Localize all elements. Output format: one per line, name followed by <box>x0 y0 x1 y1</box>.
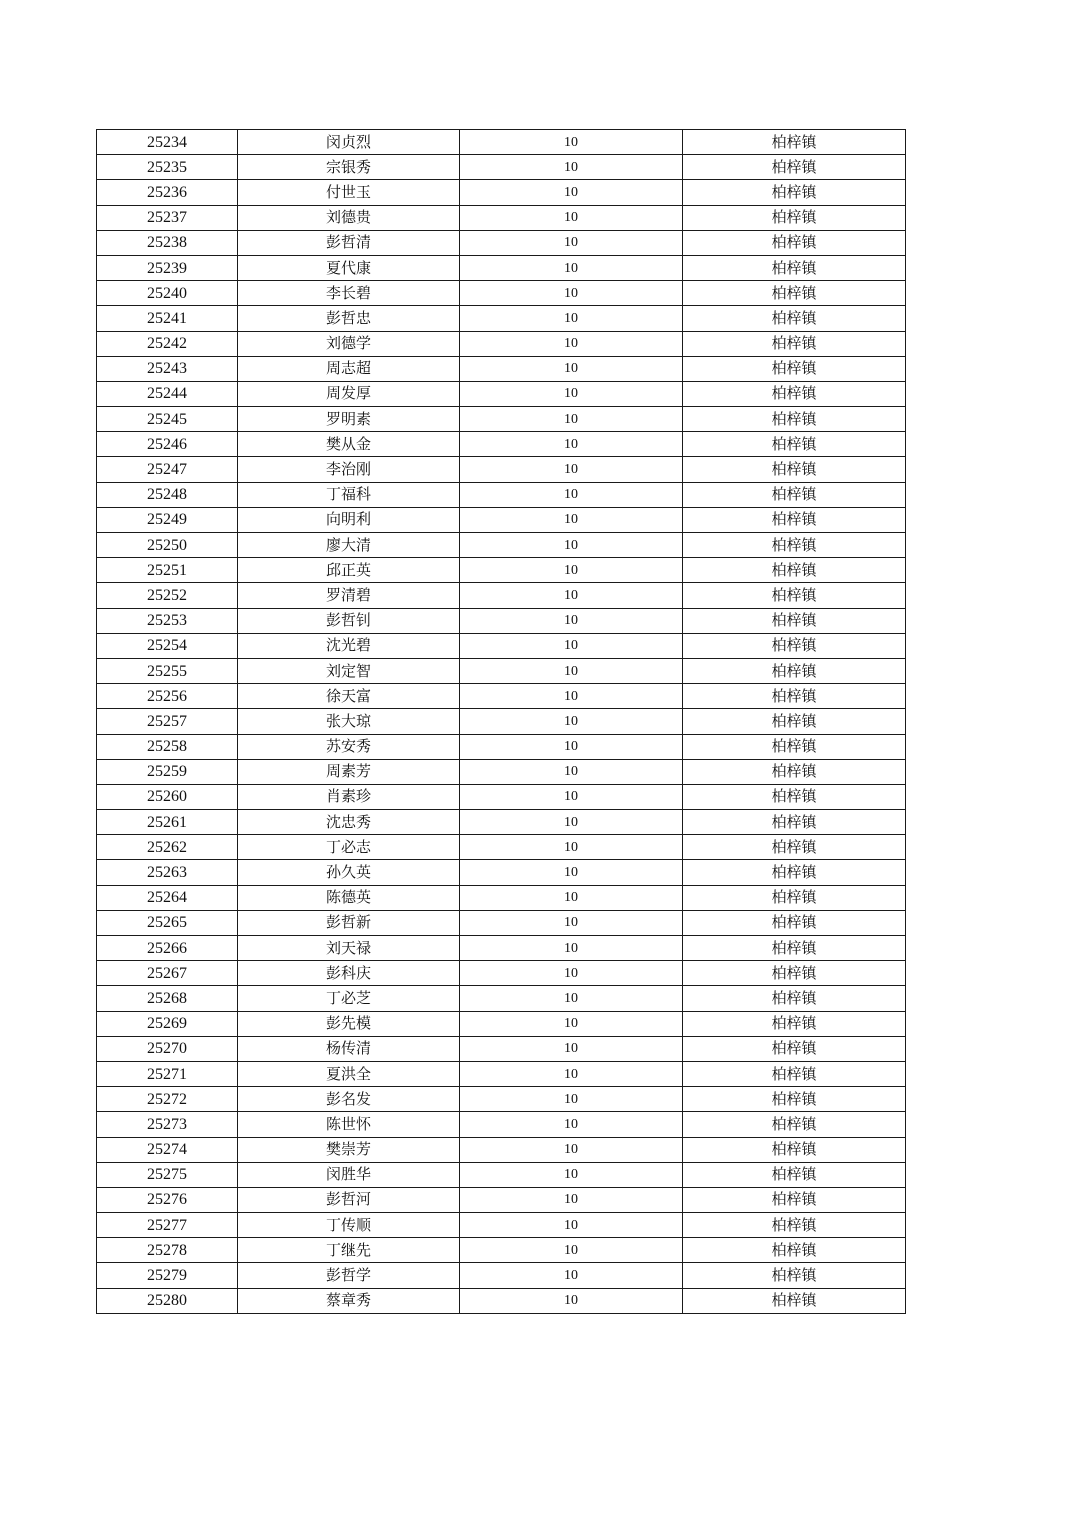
cell-id: 25266 <box>97 936 238 961</box>
cell-id: 25259 <box>97 759 238 784</box>
cell-score: 10 <box>460 910 683 935</box>
cell-score: 10 <box>460 734 683 759</box>
cell-town: 柏梓镇 <box>683 205 906 230</box>
table-row <box>97 709 906 734</box>
cell-name: 李治刚 <box>238 457 460 482</box>
table-row <box>97 633 906 658</box>
cell-name: 夏洪全 <box>238 1061 460 1086</box>
cell-town: 柏梓镇 <box>683 1137 906 1162</box>
cell-name: 樊崇芳 <box>238 1137 460 1162</box>
cell-score: 10 <box>460 281 683 306</box>
cell-id: 25276 <box>97 1187 238 1212</box>
cell-id: 25272 <box>97 1087 238 1112</box>
cell-name: 彭先模 <box>238 1011 460 1036</box>
cell-score: 10 <box>460 230 683 255</box>
cell-score: 10 <box>460 407 683 432</box>
cell-score: 10 <box>460 1011 683 1036</box>
cell-town: 柏梓镇 <box>683 1061 906 1086</box>
cell-town: 柏梓镇 <box>683 633 906 658</box>
cell-town: 柏梓镇 <box>683 1112 906 1137</box>
table-row <box>97 1213 906 1238</box>
cell-town: 柏梓镇 <box>683 331 906 356</box>
table-row <box>97 860 906 885</box>
cell-name: 丁福科 <box>238 482 460 507</box>
cell-name: 沈光碧 <box>238 633 460 658</box>
cell-name: 陈世怀 <box>238 1112 460 1137</box>
cell-id: 25254 <box>97 633 238 658</box>
table-row <box>97 684 906 709</box>
cell-id: 25258 <box>97 734 238 759</box>
cell-score: 10 <box>460 558 683 583</box>
cell-score: 10 <box>460 835 683 860</box>
cell-id: 25271 <box>97 1061 238 1086</box>
cell-town: 柏梓镇 <box>683 1238 906 1263</box>
cell-id: 25247 <box>97 457 238 482</box>
cell-score: 10 <box>460 759 683 784</box>
cell-score: 10 <box>460 255 683 280</box>
cell-score: 10 <box>460 533 683 558</box>
cell-score: 10 <box>460 1187 683 1212</box>
cell-score: 10 <box>460 1061 683 1086</box>
cell-town: 柏梓镇 <box>683 986 906 1011</box>
cell-town: 柏梓镇 <box>683 709 906 734</box>
cell-id: 25262 <box>97 835 238 860</box>
cell-name: 彭哲新 <box>238 910 460 935</box>
cell-id: 25251 <box>97 558 238 583</box>
cell-id: 25256 <box>97 684 238 709</box>
cell-name: 李长碧 <box>238 281 460 306</box>
cell-name: 彭哲河 <box>238 1187 460 1212</box>
table-row <box>97 583 906 608</box>
cell-id: 25248 <box>97 482 238 507</box>
cell-score: 10 <box>460 608 683 633</box>
cell-score: 10 <box>460 1087 683 1112</box>
cell-town: 柏梓镇 <box>683 507 906 532</box>
cell-score: 10 <box>460 684 683 709</box>
table-row <box>97 331 906 356</box>
cell-name: 孙久英 <box>238 860 460 885</box>
cell-score: 10 <box>460 1137 683 1162</box>
cell-id: 25260 <box>97 784 238 809</box>
cell-score: 10 <box>460 885 683 910</box>
cell-id: 25263 <box>97 860 238 885</box>
cell-score: 10 <box>460 1263 683 1288</box>
cell-score: 10 <box>460 180 683 205</box>
cell-town: 柏梓镇 <box>683 533 906 558</box>
cell-id: 25246 <box>97 432 238 457</box>
cell-score: 10 <box>460 1238 683 1263</box>
cell-town: 柏梓镇 <box>683 1087 906 1112</box>
cell-name: 刘德贵 <box>238 205 460 230</box>
table-row <box>97 784 906 809</box>
cell-score: 10 <box>460 356 683 381</box>
cell-score: 10 <box>460 1036 683 1061</box>
cell-id: 25252 <box>97 583 238 608</box>
table-row <box>97 1288 906 1313</box>
cell-town: 柏梓镇 <box>683 961 906 986</box>
cell-name: 陈德英 <box>238 885 460 910</box>
table-row <box>97 482 906 507</box>
cell-town: 柏梓镇 <box>683 1213 906 1238</box>
cell-name: 夏代康 <box>238 255 460 280</box>
table-row <box>97 1011 906 1036</box>
cell-score: 10 <box>460 1288 683 1313</box>
cell-town: 柏梓镇 <box>683 608 906 633</box>
table-row <box>97 356 906 381</box>
cell-score: 10 <box>460 1162 683 1187</box>
cell-id: 25269 <box>97 1011 238 1036</box>
cell-name: 彭哲忠 <box>238 306 460 331</box>
cell-name: 彭名发 <box>238 1087 460 1112</box>
data-table <box>96 129 906 1314</box>
cell-score: 10 <box>460 331 683 356</box>
cell-town: 柏梓镇 <box>683 1288 906 1313</box>
cell-town: 柏梓镇 <box>683 281 906 306</box>
cell-name: 闵贞烈 <box>238 130 460 155</box>
cell-id: 25270 <box>97 1036 238 1061</box>
cell-town: 柏梓镇 <box>683 860 906 885</box>
cell-town: 柏梓镇 <box>683 356 906 381</box>
cell-id: 25236 <box>97 180 238 205</box>
cell-name: 刘德学 <box>238 331 460 356</box>
table-row <box>97 1112 906 1137</box>
cell-name: 廖大清 <box>238 533 460 558</box>
cell-score: 10 <box>460 432 683 457</box>
cell-name: 蔡章秀 <box>238 1288 460 1313</box>
cell-id: 25265 <box>97 910 238 935</box>
cell-score: 10 <box>460 482 683 507</box>
cell-name: 肖素珍 <box>238 784 460 809</box>
cell-name: 向明利 <box>238 507 460 532</box>
cell-town: 柏梓镇 <box>683 482 906 507</box>
table-row <box>97 1087 906 1112</box>
table-row <box>97 306 906 331</box>
cell-town: 柏梓镇 <box>683 1011 906 1036</box>
table-row <box>97 734 906 759</box>
cell-id: 25253 <box>97 608 238 633</box>
cell-score: 10 <box>460 810 683 835</box>
cell-id: 25242 <box>97 331 238 356</box>
cell-id: 25273 <box>97 1112 238 1137</box>
cell-name: 彭哲清 <box>238 230 460 255</box>
table-row <box>97 835 906 860</box>
cell-town: 柏梓镇 <box>683 684 906 709</box>
table-row <box>97 1238 906 1263</box>
table-row <box>97 230 906 255</box>
cell-town: 柏梓镇 <box>683 457 906 482</box>
table-row <box>97 810 906 835</box>
table-body <box>97 130 906 1314</box>
cell-name: 丁传顺 <box>238 1213 460 1238</box>
table-row <box>97 1137 906 1162</box>
cell-score: 10 <box>460 986 683 1011</box>
cell-id: 25243 <box>97 356 238 381</box>
cell-town: 柏梓镇 <box>683 230 906 255</box>
cell-town: 柏梓镇 <box>683 810 906 835</box>
cell-score: 10 <box>460 205 683 230</box>
table-row <box>97 1036 906 1061</box>
table-row <box>97 759 906 784</box>
table-row <box>97 407 906 432</box>
cell-id: 25278 <box>97 1238 238 1263</box>
table-row <box>97 1187 906 1212</box>
cell-town: 柏梓镇 <box>683 306 906 331</box>
cell-name: 罗明素 <box>238 407 460 432</box>
cell-name: 徐天富 <box>238 684 460 709</box>
cell-town: 柏梓镇 <box>683 734 906 759</box>
table-row <box>97 558 906 583</box>
cell-score: 10 <box>460 507 683 532</box>
cell-name: 周志超 <box>238 356 460 381</box>
cell-score: 10 <box>460 381 683 406</box>
cell-score: 10 <box>460 1213 683 1238</box>
cell-id: 25267 <box>97 961 238 986</box>
cell-id: 25280 <box>97 1288 238 1313</box>
cell-name: 丁必志 <box>238 835 460 860</box>
table-row <box>97 1263 906 1288</box>
cell-name: 刘天禄 <box>238 936 460 961</box>
cell-name: 周素芳 <box>238 759 460 784</box>
cell-id: 25275 <box>97 1162 238 1187</box>
cell-name: 付世玉 <box>238 180 460 205</box>
cell-town: 柏梓镇 <box>683 130 906 155</box>
cell-id: 25238 <box>97 230 238 255</box>
cell-town: 柏梓镇 <box>683 885 906 910</box>
cell-town: 柏梓镇 <box>683 936 906 961</box>
table-row <box>97 910 906 935</box>
cell-name: 刘定智 <box>238 658 460 683</box>
table-row <box>97 205 906 230</box>
cell-town: 柏梓镇 <box>683 180 906 205</box>
table-row <box>97 608 906 633</box>
cell-town: 柏梓镇 <box>683 432 906 457</box>
cell-name: 丁继先 <box>238 1238 460 1263</box>
cell-id: 25241 <box>97 306 238 331</box>
cell-score: 10 <box>460 583 683 608</box>
cell-id: 25249 <box>97 507 238 532</box>
cell-score: 10 <box>460 961 683 986</box>
cell-town: 柏梓镇 <box>683 583 906 608</box>
cell-town: 柏梓镇 <box>683 835 906 860</box>
table-row <box>97 986 906 1011</box>
cell-name: 罗清碧 <box>238 583 460 608</box>
cell-town: 柏梓镇 <box>683 155 906 180</box>
cell-score: 10 <box>460 633 683 658</box>
cell-score: 10 <box>460 936 683 961</box>
cell-score: 10 <box>460 658 683 683</box>
cell-id: 25255 <box>97 658 238 683</box>
cell-name: 彭哲学 <box>238 1263 460 1288</box>
cell-id: 25264 <box>97 885 238 910</box>
cell-id: 25277 <box>97 1213 238 1238</box>
cell-id: 25235 <box>97 155 238 180</box>
cell-name: 樊从金 <box>238 432 460 457</box>
cell-name: 邱正英 <box>238 558 460 583</box>
cell-town: 柏梓镇 <box>683 1162 906 1187</box>
cell-id: 25274 <box>97 1137 238 1162</box>
table-row <box>97 885 906 910</box>
table-row <box>97 457 906 482</box>
table-row <box>97 507 906 532</box>
cell-score: 10 <box>460 130 683 155</box>
cell-town: 柏梓镇 <box>683 1187 906 1212</box>
cell-score: 10 <box>460 155 683 180</box>
table-row <box>97 658 906 683</box>
table-row <box>97 533 906 558</box>
cell-score: 10 <box>460 457 683 482</box>
cell-id: 25239 <box>97 255 238 280</box>
cell-id: 25237 <box>97 205 238 230</box>
cell-town: 柏梓镇 <box>683 407 906 432</box>
cell-score: 10 <box>460 784 683 809</box>
cell-id: 25240 <box>97 281 238 306</box>
cell-town: 柏梓镇 <box>683 759 906 784</box>
cell-town: 柏梓镇 <box>683 558 906 583</box>
table-row <box>97 155 906 180</box>
table-row <box>97 281 906 306</box>
cell-name: 苏安秀 <box>238 734 460 759</box>
cell-score: 10 <box>460 709 683 734</box>
cell-name: 周发厚 <box>238 381 460 406</box>
cell-town: 柏梓镇 <box>683 1263 906 1288</box>
table-row <box>97 381 906 406</box>
table-row <box>97 432 906 457</box>
cell-id: 25245 <box>97 407 238 432</box>
cell-name: 彭科庆 <box>238 961 460 986</box>
cell-town: 柏梓镇 <box>683 255 906 280</box>
cell-id: 25234 <box>97 130 238 155</box>
cell-id: 25257 <box>97 709 238 734</box>
cell-name: 丁必芝 <box>238 986 460 1011</box>
table-row <box>97 961 906 986</box>
table-row <box>97 130 906 155</box>
cell-id: 25250 <box>97 533 238 558</box>
cell-town: 柏梓镇 <box>683 658 906 683</box>
cell-score: 10 <box>460 1112 683 1137</box>
cell-name: 沈忠秀 <box>238 810 460 835</box>
cell-town: 柏梓镇 <box>683 1036 906 1061</box>
cell-name: 闵胜华 <box>238 1162 460 1187</box>
table-row <box>97 936 906 961</box>
cell-id: 25268 <box>97 986 238 1011</box>
cell-id: 25279 <box>97 1263 238 1288</box>
cell-score: 10 <box>460 306 683 331</box>
cell-name: 彭哲钊 <box>238 608 460 633</box>
cell-town: 柏梓镇 <box>683 910 906 935</box>
table-row <box>97 1162 906 1187</box>
cell-town: 柏梓镇 <box>683 784 906 809</box>
cell-name: 杨传清 <box>238 1036 460 1061</box>
cell-name: 宗银秀 <box>238 155 460 180</box>
cell-id: 25261 <box>97 810 238 835</box>
cell-score: 10 <box>460 860 683 885</box>
cell-name: 张大琼 <box>238 709 460 734</box>
cell-town: 柏梓镇 <box>683 381 906 406</box>
table-row <box>97 180 906 205</box>
cell-id: 25244 <box>97 381 238 406</box>
table-row <box>97 1061 906 1086</box>
table-row <box>97 255 906 280</box>
